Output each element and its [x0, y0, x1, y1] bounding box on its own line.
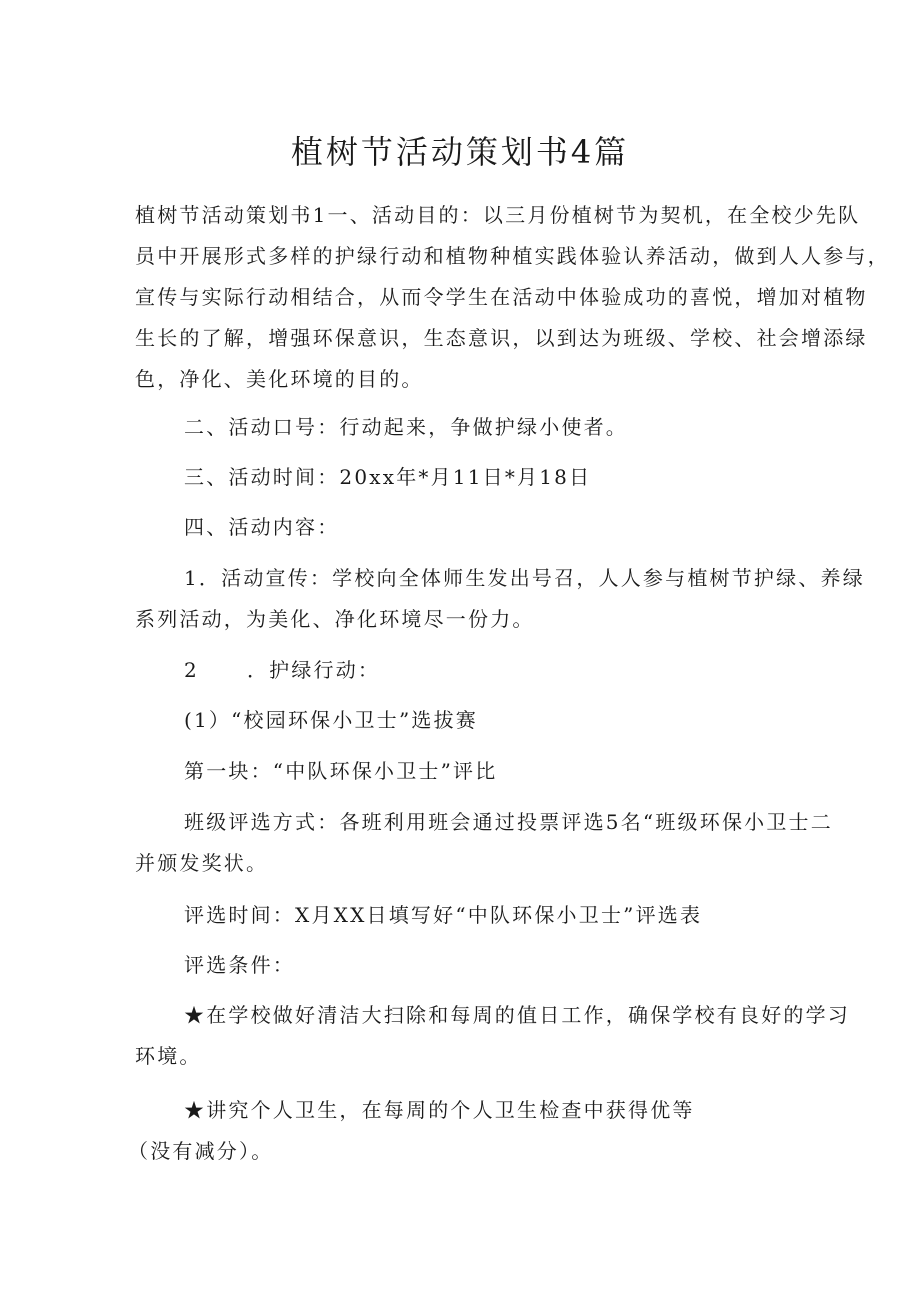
- item2-number: 2: [184, 658, 199, 682]
- item1-paragraph: [135, 558, 865, 640]
- method-line: 并颁发奖状。: [135, 851, 269, 875]
- intro-paragraph: [135, 195, 890, 400]
- condition1-paragraph: [135, 995, 850, 1077]
- content-heading: 四、活动内容：: [184, 515, 340, 539]
- item2-heading: [184, 650, 380, 691]
- intro-line: 宣传与实际行动相结合，从而令学生在活动中体验成功的喜悦，增加对植物: [135, 285, 868, 309]
- condition2-line: ★讲究个人卫生，在每周的个人卫生检查中获得优等: [184, 1098, 695, 1122]
- item1-line: 1．活动宣传：学校向全体师生发出号召，人人参与植树节护绿、养绿: [184, 566, 865, 590]
- intro-line: 色，净化、美化环境的目的。: [135, 367, 424, 391]
- condition2-line: （没有减分）。: [128, 1139, 274, 1163]
- conditions-heading: 评选条件：: [184, 953, 295, 977]
- time-paragraph: 三、活动时间：20xx年*月11日*月18日: [184, 465, 592, 489]
- block1-heading: 第一块：“中队环保小卫士”评比: [184, 759, 498, 783]
- condition2-paragraph: [128, 1090, 695, 1172]
- intro-line: 员中开展形式多样的护绿行动和植物种植实践体验认养活动，做到人人参与，: [135, 244, 890, 268]
- document-title: 植树节活动策划书4篇: [290, 133, 630, 171]
- intro-line: 生长的了解，增强环保意识，生态意识，以到达为班级、学校、社会增添绿: [135, 326, 868, 350]
- method-paragraph: [135, 802, 833, 884]
- method-line: 班级评选方式：各班利用班会通过投票评选5名“班级环保小卫士二: [184, 810, 833, 834]
- condition1-line: 环境。: [135, 1044, 202, 1068]
- item1-line: 系列活动，为美化、净化环境尽一份力。: [135, 607, 535, 631]
- intro-line: 植树节活动策划书1一、活动目的：以三月份植树节为契机，在全校少先队: [135, 203, 861, 227]
- item2-text: ．护绿行动：: [246, 658, 381, 682]
- eval-time-paragraph: 评选时间：X月XX日填写好“中队环保小卫士”评选表: [184, 903, 703, 927]
- slogan-paragraph: 二、活动口号：行动起来，争做护绿小使者。: [184, 415, 628, 439]
- condition1-line: ★在学校做好清洁大扫除和每周的值日工作，确保学校有良好的学习: [184, 1003, 850, 1027]
- sub1-heading: (1）“校园环保小卫士”选拔赛: [184, 708, 478, 732]
